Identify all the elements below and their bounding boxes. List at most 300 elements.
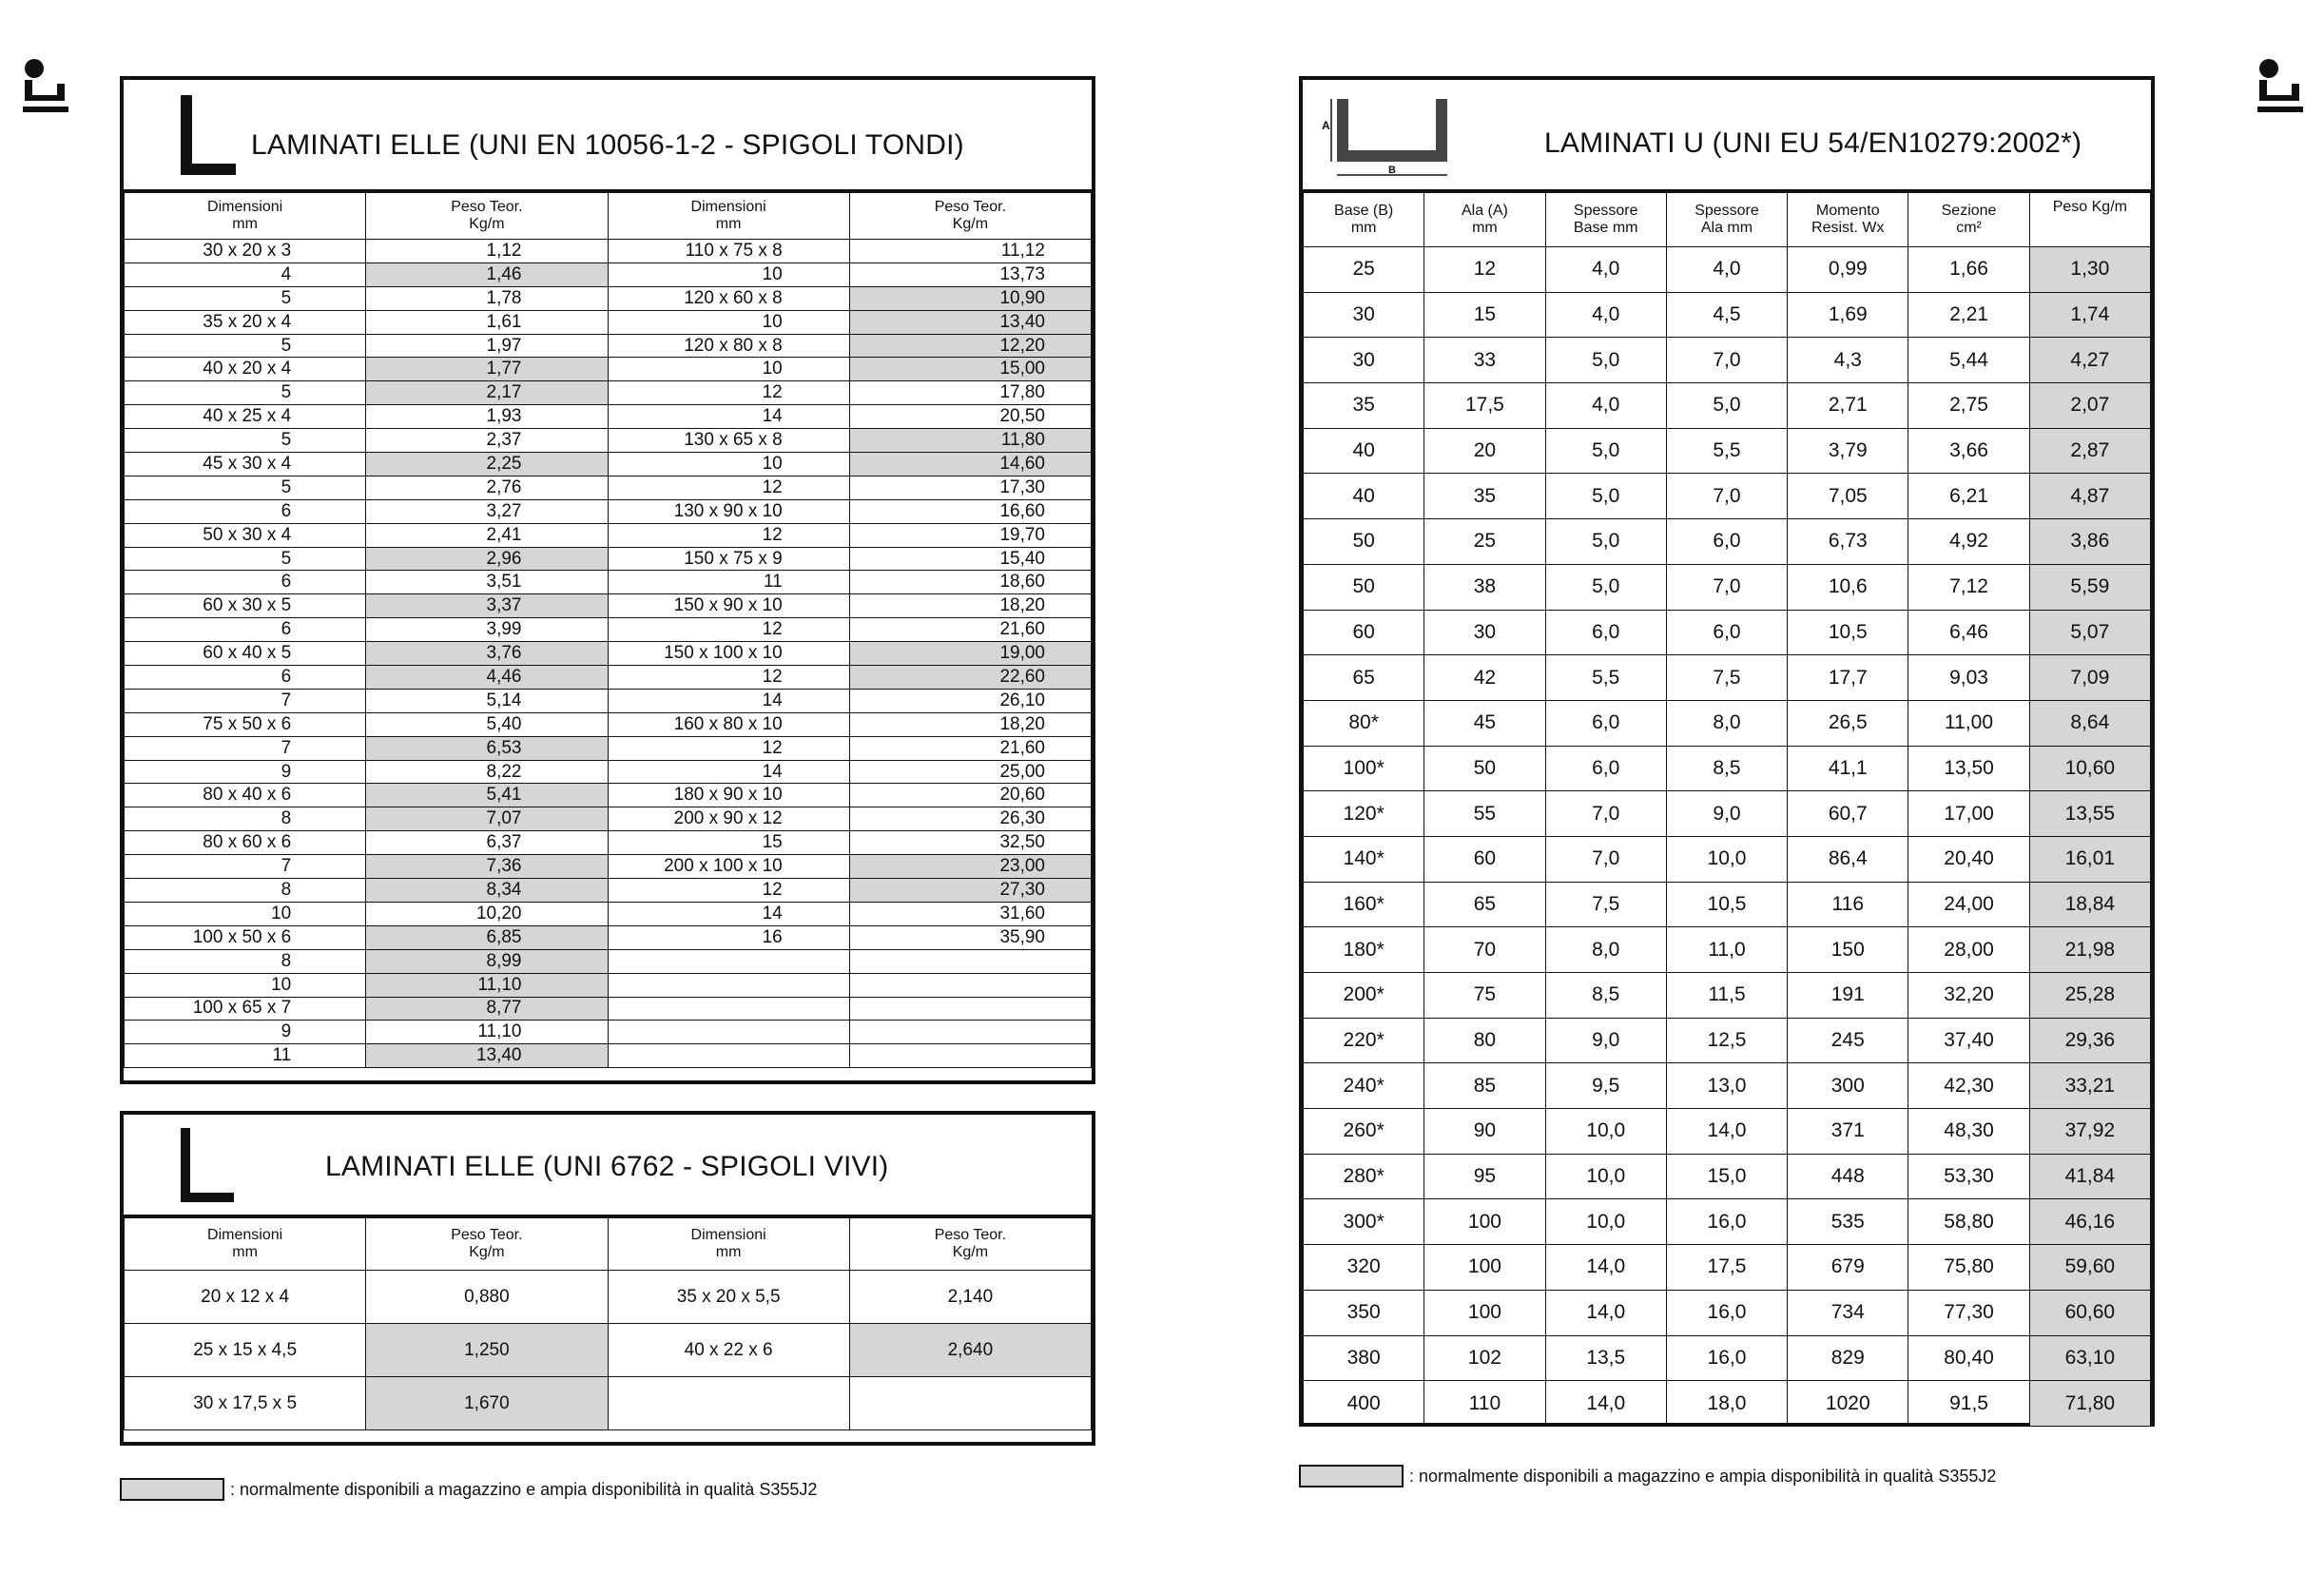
table-cell: 7,0 bbox=[1666, 474, 1787, 519]
table-cell: 32,20 bbox=[1908, 973, 2029, 1019]
table-cell: 829 bbox=[1788, 1335, 1908, 1381]
table-row bbox=[125, 358, 1092, 381]
table-cell: 20 bbox=[1424, 428, 1545, 474]
table-cell: 40 x 25 x 4 bbox=[125, 405, 366, 429]
table-cell: 50 bbox=[1304, 564, 1424, 610]
table-cell: 7,5 bbox=[1545, 882, 1666, 927]
table-cell: 5,41 bbox=[366, 784, 608, 807]
table-cell: 17,00 bbox=[1908, 791, 2029, 837]
table-cell: 27,30 bbox=[849, 879, 1091, 903]
channel-profile-diagram-icon bbox=[1322, 91, 1455, 183]
table-cell: 20,40 bbox=[1908, 836, 2029, 882]
table-cell: 448 bbox=[1788, 1154, 1908, 1199]
table-cell: 3,79 bbox=[1788, 428, 1908, 474]
table-cell: 80 x 60 x 6 bbox=[125, 831, 366, 855]
table-cell: 1,97 bbox=[366, 334, 608, 358]
table-cell: 120* bbox=[1304, 791, 1424, 837]
table-row bbox=[1304, 746, 2151, 791]
table-cell: 5,59 bbox=[2029, 564, 2150, 610]
table-cell: 11 bbox=[125, 1044, 366, 1068]
svg-text:A: A bbox=[1322, 119, 1330, 132]
table-cell: 40 x 22 x 6 bbox=[608, 1324, 849, 1377]
table-row bbox=[125, 807, 1092, 831]
table-cell: 5 bbox=[125, 476, 366, 499]
table-row bbox=[1304, 1063, 2151, 1109]
table-cell: 8,77 bbox=[366, 997, 608, 1021]
table-cell: 15 bbox=[608, 831, 849, 855]
table-row bbox=[125, 1377, 1092, 1430]
column-header: Sezione cm² bbox=[1908, 193, 2029, 247]
table-cell: 5,0 bbox=[1545, 428, 1666, 474]
table-cell: 5,07 bbox=[2029, 610, 2150, 655]
table-cell: 5 bbox=[125, 429, 366, 453]
table-cell: 16,0 bbox=[1666, 1335, 1787, 1381]
table-cell: 46,16 bbox=[2029, 1199, 2150, 1245]
table-cell: 60 bbox=[1304, 610, 1424, 655]
table-cell: 2,21 bbox=[1908, 292, 2029, 338]
table-cell: 45 bbox=[1424, 700, 1545, 746]
table-cell: 4,0 bbox=[1545, 383, 1666, 429]
table-cell: 120 x 60 x 8 bbox=[608, 286, 849, 310]
table-cell: 4,5 bbox=[1666, 292, 1787, 338]
table-cell: 110 bbox=[1424, 1381, 1545, 1427]
angle-table-sharp-panel bbox=[120, 1111, 1095, 1446]
table-cell: 16,60 bbox=[849, 499, 1091, 523]
table-cell: 7,05 bbox=[1788, 474, 1908, 519]
table-cell: 90 bbox=[1424, 1109, 1545, 1155]
table-row bbox=[125, 760, 1092, 784]
table-cell: 6,0 bbox=[1545, 746, 1666, 791]
table-cell: 6,0 bbox=[1545, 700, 1666, 746]
table-cell: 1,93 bbox=[366, 405, 608, 429]
table-cell: 10,0 bbox=[1666, 836, 1787, 882]
table-row bbox=[1304, 1335, 2151, 1381]
table-cell: 9 bbox=[125, 1021, 366, 1044]
table-cell: 240* bbox=[1304, 1063, 1424, 1109]
table-cell: 11,80 bbox=[849, 429, 1091, 453]
table-cell: 5,44 bbox=[1908, 338, 2029, 383]
table-cell: 5,0 bbox=[1545, 338, 1666, 383]
table-cell: 29,36 bbox=[2029, 1018, 2150, 1063]
table-row bbox=[125, 310, 1092, 334]
table-cell: 8 bbox=[125, 879, 366, 903]
table-cell: 11,00 bbox=[1908, 700, 2029, 746]
table-cell: 130 x 65 x 8 bbox=[608, 429, 849, 453]
table-cell: 150 x 100 x 10 bbox=[608, 642, 849, 666]
table-cell: 14 bbox=[608, 902, 849, 925]
table-cell: 4,0 bbox=[1545, 292, 1666, 338]
table-cell bbox=[608, 949, 849, 973]
table-cell: 12 bbox=[608, 523, 849, 547]
table-cell: 32,50 bbox=[849, 831, 1091, 855]
table-cell: 180* bbox=[1304, 927, 1424, 973]
table-cell: 18,60 bbox=[849, 571, 1091, 594]
table-cell: 1,12 bbox=[366, 240, 608, 263]
table-cell: 50 bbox=[1304, 519, 1424, 565]
table-cell: 12,5 bbox=[1666, 1018, 1787, 1063]
table-row bbox=[1304, 474, 2151, 519]
table-cell: 21,60 bbox=[849, 736, 1091, 760]
table-cell: 4,0 bbox=[1545, 247, 1666, 293]
table-row bbox=[125, 286, 1092, 310]
table-cell: 70 bbox=[1424, 927, 1545, 973]
table-cell: 11,10 bbox=[366, 973, 608, 997]
table-row bbox=[125, 736, 1092, 760]
table-cell: 100* bbox=[1304, 746, 1424, 791]
table-cell: 260* bbox=[1304, 1109, 1424, 1155]
table-cell: 12,20 bbox=[849, 334, 1091, 358]
column-header: Peso Kg/m bbox=[2029, 193, 2150, 247]
table-cell: 5,0 bbox=[1545, 474, 1666, 519]
table-cell: 30 bbox=[1424, 610, 1545, 655]
table-cell: 5,40 bbox=[366, 712, 608, 736]
table-cell: 5,14 bbox=[366, 689, 608, 712]
table-cell bbox=[849, 1044, 1091, 1068]
table-row bbox=[125, 594, 1092, 618]
table-cell: 535 bbox=[1788, 1199, 1908, 1245]
table-cell: 180 x 90 x 10 bbox=[608, 784, 849, 807]
table-row bbox=[125, 712, 1092, 736]
table-cell: 95 bbox=[1424, 1154, 1545, 1199]
table-row bbox=[125, 784, 1092, 807]
table-cell: 8,64 bbox=[2029, 700, 2150, 746]
table-row bbox=[125, 879, 1092, 903]
table-cell: 24,00 bbox=[1908, 882, 2029, 927]
table-cell: 19,00 bbox=[849, 642, 1091, 666]
table-cell: 2,87 bbox=[2029, 428, 2150, 474]
table-cell: 75,80 bbox=[1908, 1245, 2029, 1291]
table-cell: 12 bbox=[608, 736, 849, 760]
table-cell: 14,0 bbox=[1545, 1381, 1666, 1427]
table-cell bbox=[849, 1021, 1091, 1044]
table-row bbox=[125, 571, 1092, 594]
table-cell: 7,09 bbox=[2029, 655, 2150, 701]
table-cell: 0,880 bbox=[366, 1271, 608, 1324]
table-cell: 17,5 bbox=[1666, 1245, 1787, 1291]
table-cell: 2,37 bbox=[366, 429, 608, 453]
table-cell: 3,37 bbox=[366, 594, 608, 618]
table-cell: 150 bbox=[1788, 927, 1908, 973]
table-cell: 14,60 bbox=[849, 453, 1091, 476]
table-row bbox=[1304, 1018, 2151, 1063]
table-cell: 0,99 bbox=[1788, 247, 1908, 293]
table-cell: 75 bbox=[1424, 973, 1545, 1019]
table-cell: 6,53 bbox=[366, 736, 608, 760]
table-cell: 6,46 bbox=[1908, 610, 2029, 655]
table-cell: 8,22 bbox=[366, 760, 608, 784]
column-header: Spessore Ala mm bbox=[1666, 193, 1787, 247]
table-cell: 16,0 bbox=[1666, 1199, 1787, 1245]
column-header: Spessore Base mm bbox=[1545, 193, 1666, 247]
table-cell: 15 bbox=[1424, 292, 1545, 338]
panel-header bbox=[1303, 80, 2151, 192]
table-cell: 60,60 bbox=[2029, 1290, 2150, 1335]
table-cell: 8,5 bbox=[1545, 973, 1666, 1019]
table-cell: 14 bbox=[608, 405, 849, 429]
table-cell: 280* bbox=[1304, 1154, 1424, 1199]
legend-text: : normalmente disponibili a magazzino e ampia disponibilità in qualità S355J2 bbox=[230, 1480, 818, 1499]
table-cell: 40 bbox=[1304, 474, 1424, 519]
column-header: Peso Teor. Kg/m bbox=[849, 193, 1091, 240]
table-row bbox=[125, 523, 1092, 547]
column-header: Base (B) mm bbox=[1304, 193, 1424, 247]
table-row bbox=[125, 666, 1092, 690]
table-row bbox=[1304, 700, 2151, 746]
table-cell: 7 bbox=[125, 855, 366, 879]
table-cell: 42,30 bbox=[1908, 1063, 2029, 1109]
table-cell: 245 bbox=[1788, 1018, 1908, 1063]
table-cell: 35 x 20 x 4 bbox=[125, 310, 366, 334]
table-cell: 35 x 20 x 5,5 bbox=[608, 1271, 849, 1324]
table-cell: 1,77 bbox=[366, 358, 608, 381]
table-cell: 31,60 bbox=[849, 902, 1091, 925]
column-header: Peso Teor. Kg/m bbox=[366, 1218, 608, 1271]
table-cell: 17,7 bbox=[1788, 655, 1908, 701]
table-cell: 53,30 bbox=[1908, 1154, 2029, 1199]
table-row bbox=[125, 855, 1092, 879]
table-cell: 50 bbox=[1424, 746, 1545, 791]
table-cell: 25,28 bbox=[2029, 973, 2150, 1019]
table-cell: 50 x 30 x 4 bbox=[125, 523, 366, 547]
table-cell: 9,5 bbox=[1545, 1063, 1666, 1109]
table-cell: 200 x 100 x 10 bbox=[608, 855, 849, 879]
table-cell: 11 bbox=[608, 571, 849, 594]
table-header-row bbox=[125, 193, 1092, 240]
table-cell: 40 x 20 x 4 bbox=[125, 358, 366, 381]
table-cell: 13,0 bbox=[1666, 1063, 1787, 1109]
legend-text: : normalmente disponibili a magazzino e ampia disponibilità in qualità S355J2 bbox=[1409, 1467, 1997, 1486]
table-cell: 16 bbox=[608, 925, 849, 949]
table-cell: 18,20 bbox=[849, 712, 1091, 736]
table-cell: 19,70 bbox=[849, 523, 1091, 547]
table-cell: 4,92 bbox=[1908, 519, 2029, 565]
table-cell: 2,07 bbox=[2029, 383, 2150, 429]
table-row bbox=[125, 262, 1092, 286]
table-row bbox=[1304, 1245, 2151, 1291]
table-cell: 7,07 bbox=[366, 807, 608, 831]
table-row bbox=[125, 240, 1092, 263]
table-cell: 7,0 bbox=[1666, 338, 1787, 383]
table-cell: 18,20 bbox=[849, 594, 1091, 618]
table-cell: 320 bbox=[1304, 1245, 1424, 1291]
table-row bbox=[1304, 1154, 2151, 1199]
table-cell bbox=[608, 1021, 849, 1044]
table-cell: 8,0 bbox=[1545, 927, 1666, 973]
table-cell: 16,0 bbox=[1666, 1290, 1787, 1335]
table-cell: 7,0 bbox=[1545, 791, 1666, 837]
table-cell: 7,5 bbox=[1666, 655, 1787, 701]
table-cell: 16,01 bbox=[2029, 836, 2150, 882]
table-cell: 13,73 bbox=[849, 262, 1091, 286]
table-cell: 3,86 bbox=[2029, 519, 2150, 565]
panel-title: LAMINATI ELLE (UNI EN 10056-1-2 - SPIGOLI TONDI) bbox=[251, 129, 964, 161]
table-cell: 4,46 bbox=[366, 666, 608, 690]
table-cell: 20,60 bbox=[849, 784, 1091, 807]
table-cell: 5 bbox=[125, 286, 366, 310]
table-cell: 6,37 bbox=[366, 831, 608, 855]
table-cell: 6,73 bbox=[1788, 519, 1908, 565]
table-cell: 1,66 bbox=[1908, 247, 2029, 293]
table-cell: 102 bbox=[1424, 1335, 1545, 1381]
table-cell: 150 x 90 x 10 bbox=[608, 594, 849, 618]
table-cell: 14,0 bbox=[1666, 1109, 1787, 1155]
table-row bbox=[125, 618, 1092, 642]
table-cell: 9,03 bbox=[1908, 655, 2029, 701]
table-row bbox=[1304, 247, 2151, 293]
column-header: Ala (A) mm bbox=[1424, 193, 1545, 247]
table-cell: 37,40 bbox=[1908, 1018, 2029, 1063]
table-cell: 100 x 65 x 7 bbox=[125, 997, 366, 1021]
table-cell: 86,4 bbox=[1788, 836, 1908, 882]
table-cell: 58,80 bbox=[1908, 1199, 2029, 1245]
panel-header bbox=[124, 1115, 1092, 1217]
table-cell: 7,12 bbox=[1908, 564, 2029, 610]
table-cell: 6 bbox=[125, 571, 366, 594]
table-row bbox=[125, 689, 1092, 712]
table-cell: 200 x 90 x 12 bbox=[608, 807, 849, 831]
table-cell: 4,27 bbox=[2029, 338, 2150, 383]
table-cell: 1,74 bbox=[2029, 292, 2150, 338]
table-cell: 2,75 bbox=[1908, 383, 2029, 429]
table-cell: 100 bbox=[1424, 1199, 1545, 1245]
column-header: Dimensioni mm bbox=[608, 193, 849, 240]
table-cell: 7,36 bbox=[366, 855, 608, 879]
table-cell: 28,00 bbox=[1908, 927, 2029, 973]
table-cell: 14 bbox=[608, 689, 849, 712]
table-cell: 7 bbox=[125, 689, 366, 712]
table-cell: 300* bbox=[1304, 1199, 1424, 1245]
table-cell: 60 x 40 x 5 bbox=[125, 642, 366, 666]
table-cell: 42 bbox=[1424, 655, 1545, 701]
table-cell: 5 bbox=[125, 334, 366, 358]
svg-text:B: B bbox=[1388, 165, 1396, 176]
table-cell: 11,12 bbox=[849, 240, 1091, 263]
table-row bbox=[1304, 1199, 2151, 1245]
table-cell: 41,84 bbox=[2029, 1154, 2150, 1199]
table-cell: 5,0 bbox=[1545, 519, 1666, 565]
column-header: Dimensioni mm bbox=[125, 1218, 366, 1271]
table-cell: 35 bbox=[1304, 383, 1424, 429]
table-cell: 15,00 bbox=[849, 358, 1091, 381]
table-cell: 10,0 bbox=[1545, 1199, 1666, 1245]
table-cell: 22,60 bbox=[849, 666, 1091, 690]
table-cell: 140* bbox=[1304, 836, 1424, 882]
table-row bbox=[1304, 836, 2151, 882]
table-cell: 9,0 bbox=[1666, 791, 1787, 837]
table-cell: 20 x 12 x 4 bbox=[125, 1271, 366, 1324]
table-cell: 8,0 bbox=[1666, 700, 1787, 746]
table-cell: 200* bbox=[1304, 973, 1424, 1019]
table-cell: 26,10 bbox=[849, 689, 1091, 712]
table-cell: 10,0 bbox=[1545, 1154, 1666, 1199]
table-cell: 60,7 bbox=[1788, 791, 1908, 837]
table-cell: 91,5 bbox=[1908, 1381, 2029, 1427]
table-cell: 4,0 bbox=[1666, 247, 1787, 293]
table-cell: 4 bbox=[125, 262, 366, 286]
table-cell: 37,92 bbox=[2029, 1109, 2150, 1155]
table-row bbox=[1304, 383, 2151, 429]
table-cell: 33,21 bbox=[2029, 1063, 2150, 1109]
table-cell: 11,5 bbox=[1666, 973, 1787, 1019]
table-cell: 371 bbox=[1788, 1109, 1908, 1155]
table-cell: 2,25 bbox=[366, 453, 608, 476]
table-row bbox=[125, 547, 1092, 571]
table-cell: 18,84 bbox=[2029, 882, 2150, 927]
table-cell: 6 bbox=[125, 666, 366, 690]
table-cell: 65 bbox=[1304, 655, 1424, 701]
table-cell: 63,10 bbox=[2029, 1335, 2150, 1381]
table-cell: 3,51 bbox=[366, 571, 608, 594]
table-row bbox=[1304, 1290, 2151, 1335]
table-cell: 14,0 bbox=[1545, 1245, 1666, 1291]
table-cell: 5,0 bbox=[1666, 383, 1787, 429]
table-cell: 10 bbox=[125, 973, 366, 997]
table-cell: 4,87 bbox=[2029, 474, 2150, 519]
table-cell: 25 bbox=[1424, 519, 1545, 565]
table-cell: 23,00 bbox=[849, 855, 1091, 879]
table-cell bbox=[608, 1044, 849, 1068]
table-row bbox=[1304, 927, 2151, 973]
table-cell: 14,0 bbox=[1545, 1290, 1666, 1335]
table-cell: 26,30 bbox=[849, 807, 1091, 831]
table-cell: 120 x 80 x 8 bbox=[608, 334, 849, 358]
table-cell: 25 bbox=[1304, 247, 1424, 293]
table-cell: 14 bbox=[608, 760, 849, 784]
table-row bbox=[1304, 519, 2151, 565]
table-cell: 8,34 bbox=[366, 879, 608, 903]
table-row bbox=[125, 476, 1092, 499]
table-cell: 100 x 50 x 6 bbox=[125, 925, 366, 949]
table-row bbox=[1304, 1109, 2151, 1155]
table-cell: 5,5 bbox=[1666, 428, 1787, 474]
table-cell: 2,41 bbox=[366, 523, 608, 547]
table-cell: 1,670 bbox=[366, 1377, 608, 1430]
table-row bbox=[1304, 428, 2151, 474]
angle-profile-icon bbox=[179, 1128, 234, 1204]
table-cell: 150 x 75 x 9 bbox=[608, 547, 849, 571]
table-cell: 3,99 bbox=[366, 618, 608, 642]
table-row bbox=[1304, 610, 2151, 655]
table-row bbox=[1304, 292, 2151, 338]
table-cell: 10 bbox=[608, 262, 849, 286]
table-cell: 4,3 bbox=[1788, 338, 1908, 383]
table-cell: 13,40 bbox=[366, 1044, 608, 1068]
legend-swatch bbox=[120, 1478, 224, 1501]
table-row bbox=[125, 925, 1092, 949]
table-cell: 45 x 30 x 4 bbox=[125, 453, 366, 476]
table-cell: 40 bbox=[1304, 428, 1424, 474]
column-header: Dimensioni mm bbox=[608, 1218, 849, 1271]
table-cell: 12 bbox=[608, 666, 849, 690]
table-cell: 7,0 bbox=[1666, 564, 1787, 610]
table-cell: 10 bbox=[125, 902, 366, 925]
table-cell: 18,0 bbox=[1666, 1381, 1787, 1427]
table-cell: 8,99 bbox=[366, 949, 608, 973]
channel-table bbox=[1303, 192, 2151, 1427]
table-cell: 25,00 bbox=[849, 760, 1091, 784]
table-cell: 59,60 bbox=[2029, 1245, 2150, 1291]
table-row bbox=[1304, 973, 2151, 1019]
table-cell: 12 bbox=[1424, 247, 1545, 293]
table-cell: 6,0 bbox=[1666, 519, 1787, 565]
table-cell: 2,96 bbox=[366, 547, 608, 571]
table-cell: 1,250 bbox=[366, 1324, 608, 1377]
table-cell: 2,140 bbox=[849, 1271, 1091, 1324]
table-cell: 3,66 bbox=[1908, 428, 2029, 474]
column-header: Dimensioni mm bbox=[125, 193, 366, 240]
table-row bbox=[125, 499, 1092, 523]
table-cell: 12 bbox=[608, 618, 849, 642]
